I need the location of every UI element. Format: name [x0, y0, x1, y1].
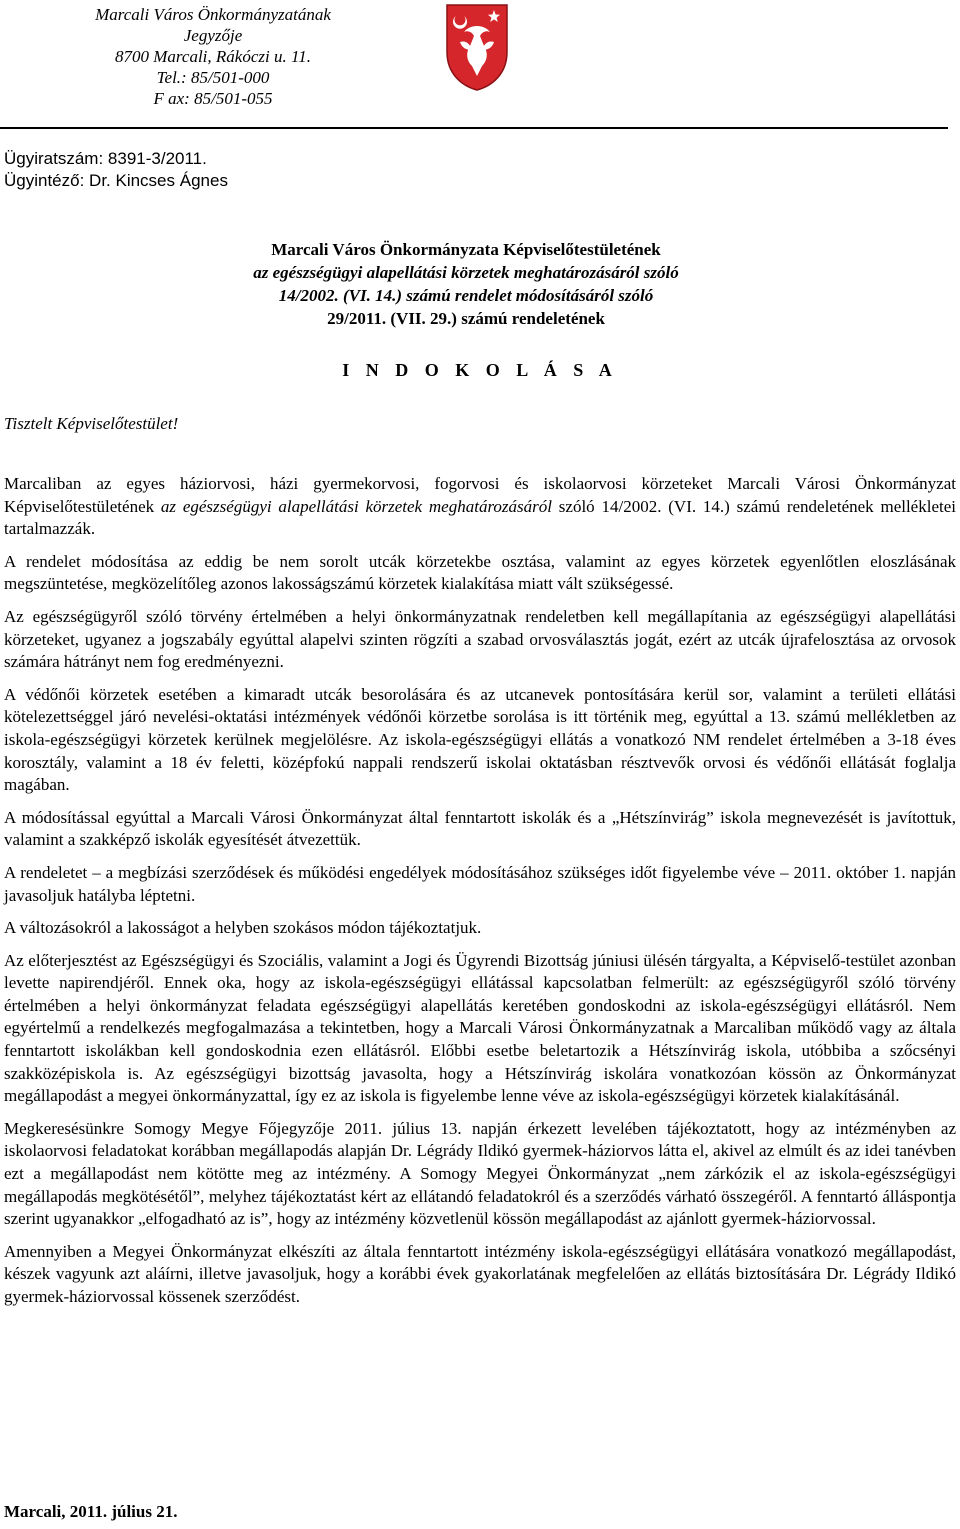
paragraph-2: A rendelet módosítása az eddig be nem sorolt utcák körzetekbe osztása, valamint az egyes körzetek egyenlőtlen eloszlásának megszüntetése, megközelítőleg azonos lakosságszámú körzetek kialakítása miatt vált szükségessé.	[4, 551, 956, 594]
signature-date: Marcali, 2011. július 21.	[4, 1502, 178, 1521]
paragraph-6: A rendeletet – a megbízási szerződések és működési engedélyek módosításához szükséges időt figyelembe véve – 2011. október 1. napján javasoljuk hatályba léptetni.	[4, 862, 956, 905]
paragraph-8: Az előterjesztést az Egészségügyi és Szociális, valamint a Jogi és Ügyrendi Bizottság júniusi ülésén tárgyalta, a Képviselő-testület azonban levette napirendjéről. Ennek oka, hogy az iskola-egészségügyi ellátással kapcsolatban felmerült: az egészségügyről szóló törvény értelmében a helyi önkormányzat feladata egészségügyi alapellátás keretében gondoskodni az iskola-egészségügyi ellátásról. Nem egyértelmű a rendelkezés megfogalmazása a tekintetben, hogy a Marcali Városi Önkormányzatnak a Marcaliban működő vagy az általa fenntartott iskolákban kell gondoskodnia ezen ellátásról. Előbbi esetbe beletartozik a Hétszínvirág iskola, utóbbiba a szőcsényi szakközépiskola is. Az egészségügyi bizottság javasolta, hogy a Hétszínvirág iskolára vonatkozóan kössön az Önkormányzat megállapodást a megyei önkormányzattal, így ez az iskola is figyelembe lenne véve az iskola-egészségügyi körzetek kialakításánál.	[4, 950, 956, 1106]
case-officer: Ügyintéző: Dr. Kincses Ágnes	[4, 171, 228, 190]
letterhead-office: Marcali Város Önkormányzatának	[95, 5, 331, 24]
title-line-4: 29/2011. (VII. 29.) számú rendeletének	[327, 309, 605, 328]
paragraph-3: Az egészségügyről szóló törvény értelmében a helyi önkormányzatnak rendeletben kell megállapítania az egészségügyi alapellátási körzeteket, ugyanez a jogszabály egyúttal alapelvi szinten rögzíti a szabad orvosválasztás jogát, ezért az utcák újrafelosztása az orvosok számára hátrányt nem fog eredményezni.	[4, 606, 956, 672]
letterhead-fax: F ax: 85/501-055	[153, 89, 273, 108]
case-number: Ügyiratszám: 8391-3/2011.	[4, 149, 207, 168]
letterhead-phone: Tel.: 85/501-000	[156, 68, 270, 87]
title-line-3-text: 14/2002. (VI. 14.) számú rendelet módosításáról szóló	[278, 286, 654, 305]
paragraph-1-part-a: Marcaliban az egyes háziorvosi, házi gyermekorvosi, fogorvosi és iskolaorvosi körzeteket Marcali Városi Önkormányzat Képviselőtestületének	[4, 474, 956, 516]
paragraph-1-part-c: szóló 14/2002. (VI. 14.) számú rendeletének mellékletei tartalmazzák.	[4, 496, 956, 539]
title-line-3	[206, 284, 726, 307]
salutation: Tisztelt Képviselőtestület!	[4, 414, 179, 433]
letterhead-address: 8700 Marcali, Rákóczi u. 11.	[115, 47, 311, 66]
section-heading: I N D O K O L Á S A	[342, 360, 618, 380]
coat-of-arms-icon	[444, 2, 510, 92]
paragraph-7: A változásokról a lakosságot a helyben szokásos módon tájékoztatjuk.	[4, 918, 482, 938]
paragraph-1-part-b: az egészségügyi alapellátási körzetek meghatározásáról	[160, 496, 552, 516]
title-line-1: Marcali Város Önkormányzata Képviselőtestületének	[271, 240, 661, 259]
case-info	[4, 148, 228, 192]
paragraph-9: Megkeresésünkre Somogy Megye Főjegyzője 2011. július 13. napján érkezett levelében tájékoztatott, hogy az intézményben az iskolaorvosi feladatokat korábban megállapodás alapján Dr. Légrády Ildikó gyermek-háziorvos látta el, akivel az elmúlt és az idei tanévben ezt a megállapodást nem kötötte meg az intézmény. A Somogy Megyei Önkormányzat „nem zárkózik el az iskola-egészségügyi megállapodás megkötésétől”, melyhez tájékoztatást kért az ellátandó feladatokról és a szerződés várható összegéről. A fenntartó álláspontja szerint ugyanakkor „elfogadható az is”, hogy az intézmény közvetlenül kössön megállapodást az ajánlott gyermek-háziorvossal.	[4, 1118, 956, 1229]
title-line-2-text: az egészségügyi alapellátási körzetek meghatározásáról szóló	[253, 263, 679, 282]
paragraph-1	[4, 473, 956, 541]
letterhead	[78, 4, 348, 109]
letterhead-role: Jegyzője	[183, 26, 243, 45]
document-title	[206, 238, 726, 330]
title-line-2	[206, 261, 726, 284]
document-body	[4, 473, 956, 1319]
paragraph-10: Amennyiben a Megyei Önkormányzat elkészíti az általa fenntartott intézmény iskola-egészségügyi ellátására vonatkozó megállapodást, készek vagyunk azt aláírni, illetve javasoljuk, hogy a korábbi évek gyakorlatának megfelelően az ellátás biztosítására Dr. Légrády Ildikó gyermek-háziorvossal kössenek szerződést.	[4, 1241, 956, 1306]
paragraph-5: A módosítással egyúttal a Marcali Városi Önkormányzat által fenntartott iskolák és a „Hétszínvirág” iskola megnevezését is javítottuk, valamint a szakképző iskolák egyesítését átvezettük.	[4, 807, 956, 850]
header-divider	[0, 127, 948, 129]
paragraph-4: A védőnői körzetek esetében a kimaradt utcák besorolására és az utcanevek pontosítására kerül sor, valamint a területi ellátási kötelezettséggel járó nevelési-oktatási intézmények védőnői körzetbe sorolása is itt történik meg, egyúttal a 13. számú mellékletben az iskola-egészségügyi körzetek kerülnek megjelölésre. Az iskola-egészségügyi ellátás a vonatkozó NM rendelet értelmében a 3-18 éves korosztály, valamint a 18 év feletti, középfokú nappali rendszerű iskolai oktatásban résztvevők orvosi és védőnői ellátását foglalja magában.	[4, 684, 956, 795]
